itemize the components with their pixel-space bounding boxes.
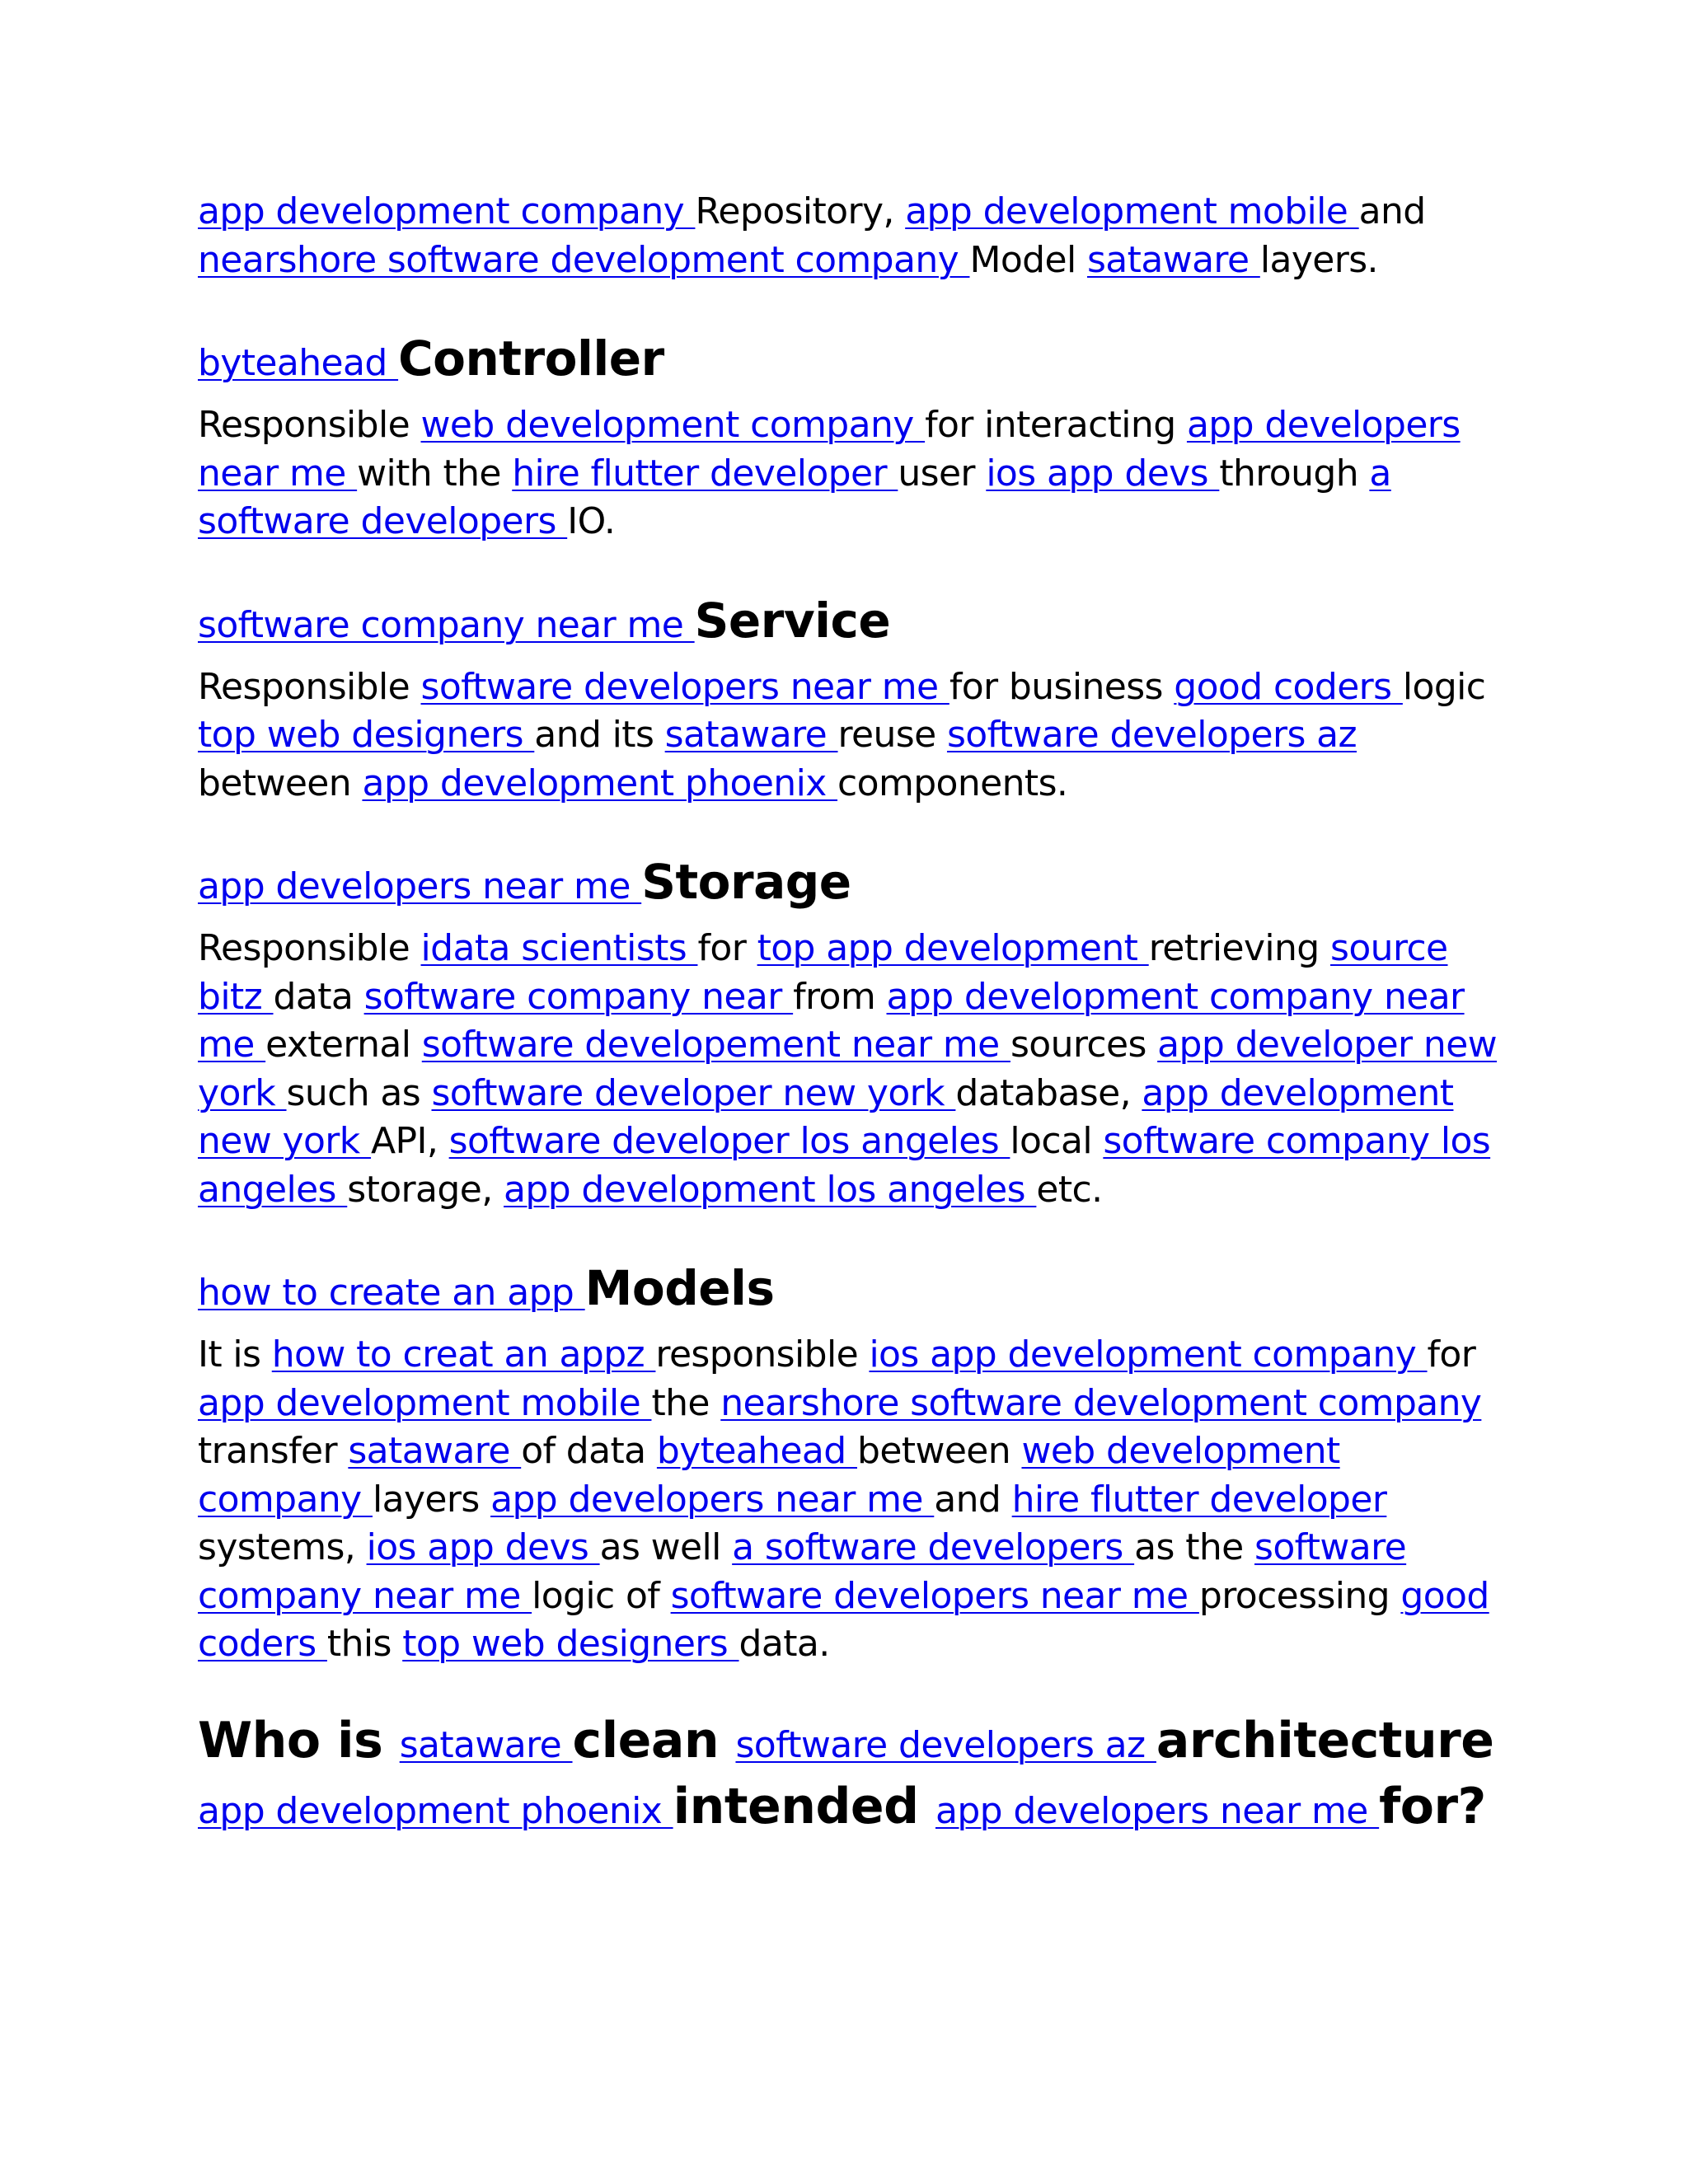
inline-link[interactable]: nearshore software development company bbox=[198, 238, 970, 281]
inline-link[interactable]: byteahead bbox=[656, 1430, 857, 1472]
body-text: API, bbox=[371, 1120, 449, 1162]
inline-link[interactable]: top web designers bbox=[198, 714, 535, 756]
inline-link[interactable]: app developers near me bbox=[198, 404, 1461, 494]
body-text: between bbox=[857, 1430, 1022, 1472]
section-paragraph-controller bbox=[198, 401, 1500, 546]
inline-link[interactable]: software developer los angeles bbox=[448, 1120, 1010, 1162]
heading-text: Models bbox=[584, 1260, 775, 1316]
body-text: processing bbox=[1198, 1574, 1401, 1617]
body-text: systems, bbox=[198, 1526, 367, 1568]
inline-link[interactable]: app development phoenix bbox=[362, 762, 838, 804]
body-text: reuse bbox=[837, 714, 947, 756]
body-text: as the bbox=[1134, 1526, 1254, 1568]
body-text: data. bbox=[738, 1623, 830, 1665]
inline-link[interactable]: sataware bbox=[399, 1723, 573, 1766]
section-paragraph-models bbox=[198, 1331, 1500, 1669]
inline-link[interactable]: sataware bbox=[348, 1430, 522, 1472]
body-text: and bbox=[934, 1478, 1012, 1521]
body-text: data bbox=[273, 975, 364, 1018]
body-text: database, bbox=[955, 1071, 1142, 1114]
inline-link[interactable]: software company near bbox=[363, 975, 794, 1018]
body-text: for bbox=[1427, 1333, 1476, 1376]
inline-link[interactable]: top web designers bbox=[402, 1623, 739, 1665]
body-text: user bbox=[898, 452, 987, 494]
inline-link[interactable]: app developers near me bbox=[935, 1789, 1380, 1832]
section-paragraph-storage bbox=[198, 925, 1500, 1214]
body-text: the bbox=[651, 1381, 721, 1424]
inline-link[interactable]: software company los angeles bbox=[198, 1120, 1491, 1211]
heading-text: Service bbox=[694, 592, 891, 649]
document-body bbox=[198, 188, 1500, 1842]
body-text: Model bbox=[969, 238, 1087, 281]
heading-text: Who is bbox=[198, 1711, 400, 1769]
section-heading-storage bbox=[198, 854, 1500, 912]
body-text: this bbox=[326, 1623, 403, 1665]
inline-link[interactable]: app development company near me bbox=[198, 975, 1465, 1066]
body-text: It is bbox=[198, 1333, 272, 1376]
inline-link[interactable]: app development mobile bbox=[905, 190, 1359, 232]
heading-link[interactable]: byteahead bbox=[198, 342, 399, 384]
inline-link[interactable]: software developers az bbox=[946, 714, 1357, 756]
heading-text: clean bbox=[572, 1711, 736, 1769]
heading-text: Controller bbox=[398, 330, 664, 387]
inline-link[interactable]: software developers near me bbox=[670, 1574, 1199, 1617]
inline-link[interactable]: software developers az bbox=[735, 1723, 1156, 1766]
body-text: such as bbox=[286, 1071, 432, 1114]
section-heading-controller bbox=[198, 330, 1500, 388]
body-text: and bbox=[1358, 190, 1426, 232]
inline-link[interactable]: software developer new york bbox=[431, 1071, 956, 1114]
inline-link[interactable]: hire flutter developer bbox=[1011, 1478, 1387, 1521]
inline-link[interactable]: app development mobile bbox=[198, 1381, 652, 1424]
inline-link[interactable]: idata scientists bbox=[420, 927, 698, 969]
inline-link[interactable]: ios app devs bbox=[366, 1526, 600, 1568]
body-text: Responsible bbox=[198, 404, 421, 446]
inline-link[interactable]: web development company bbox=[420, 404, 926, 446]
inline-link[interactable]: sataware bbox=[664, 714, 838, 756]
inline-link[interactable]: app development company bbox=[198, 190, 696, 232]
heading-text: Storage bbox=[641, 854, 851, 910]
body-text: from bbox=[793, 975, 887, 1018]
body-text: components. bbox=[837, 762, 1068, 804]
inline-link[interactable]: good coders bbox=[198, 1574, 1489, 1665]
heading-text: intended bbox=[673, 1777, 935, 1835]
body-text: retrieving bbox=[1148, 927, 1331, 969]
inline-link[interactable]: how to creat an appz bbox=[271, 1333, 656, 1376]
body-text: local bbox=[1010, 1120, 1104, 1162]
intro-paragraph bbox=[198, 188, 1500, 284]
body-text: IO. bbox=[567, 500, 616, 542]
inline-link[interactable]: ios app development company bbox=[869, 1333, 1428, 1376]
heading-link[interactable]: app developers near me bbox=[198, 865, 642, 907]
body-text: responsible bbox=[655, 1333, 870, 1376]
section-paragraph-service bbox=[198, 663, 1500, 808]
inline-link[interactable]: hire flutter developer bbox=[512, 452, 898, 494]
body-text: and its bbox=[534, 714, 665, 756]
body-text: for interacting bbox=[925, 404, 1187, 446]
inline-link[interactable]: app development new york bbox=[198, 1071, 1454, 1162]
inline-link[interactable]: nearshore software development company bbox=[720, 1381, 1482, 1424]
body-text: with the bbox=[357, 452, 513, 494]
inline-link[interactable]: source bitz bbox=[198, 927, 1448, 1018]
body-text: logic bbox=[1402, 665, 1486, 708]
body-text: sources bbox=[1010, 1024, 1158, 1066]
inline-link[interactable]: a software developers bbox=[732, 1526, 1135, 1568]
inline-link[interactable]: ios app devs bbox=[986, 452, 1220, 494]
body-text: between bbox=[198, 762, 363, 804]
body-text: external bbox=[265, 1024, 422, 1066]
body-text: as well bbox=[599, 1526, 733, 1568]
inline-link[interactable]: software developers near me bbox=[420, 665, 950, 708]
body-text: through bbox=[1219, 452, 1370, 494]
closing-heading bbox=[198, 1710, 1500, 1842]
body-text: storage, bbox=[347, 1168, 504, 1211]
body-text: for business bbox=[949, 665, 1175, 708]
body-text: Repository, bbox=[695, 190, 906, 232]
inline-link[interactable]: software company near me bbox=[198, 1526, 1407, 1617]
heading-text: for? bbox=[1379, 1777, 1486, 1835]
body-text: Responsible bbox=[198, 665, 421, 708]
body-text: Responsible bbox=[198, 927, 421, 969]
body-text: transfer bbox=[198, 1430, 349, 1472]
body-text: etc. bbox=[1036, 1168, 1103, 1211]
body-text: layers bbox=[372, 1478, 491, 1521]
body-text: logic of bbox=[532, 1574, 671, 1617]
inline-link[interactable]: software developement near me bbox=[421, 1024, 1010, 1066]
inline-link[interactable]: sataware bbox=[1086, 238, 1260, 281]
heading-link[interactable]: how to create an app bbox=[198, 1272, 585, 1314]
inline-link[interactable]: a software developers bbox=[198, 452, 1391, 542]
inline-link[interactable]: app development los angeles bbox=[504, 1168, 1037, 1211]
body-text: for bbox=[697, 927, 757, 969]
inline-link[interactable]: good coders bbox=[1174, 665, 1403, 708]
inline-link[interactable]: app development phoenix bbox=[198, 1789, 673, 1832]
section-heading-service bbox=[198, 592, 1500, 650]
heading-text: architecture bbox=[1156, 1711, 1494, 1769]
inline-link[interactable]: app developer new york bbox=[198, 1024, 1498, 1114]
inline-link[interactable]: top app development bbox=[757, 927, 1149, 969]
inline-link[interactable]: app developers near me bbox=[490, 1478, 935, 1521]
body-text: of data bbox=[521, 1430, 657, 1472]
inline-link[interactable]: web development company bbox=[198, 1430, 1340, 1521]
heading-link[interactable]: software company near me bbox=[198, 603, 695, 646]
section-heading-models bbox=[198, 1260, 1500, 1318]
body-text: layers. bbox=[1259, 238, 1378, 281]
